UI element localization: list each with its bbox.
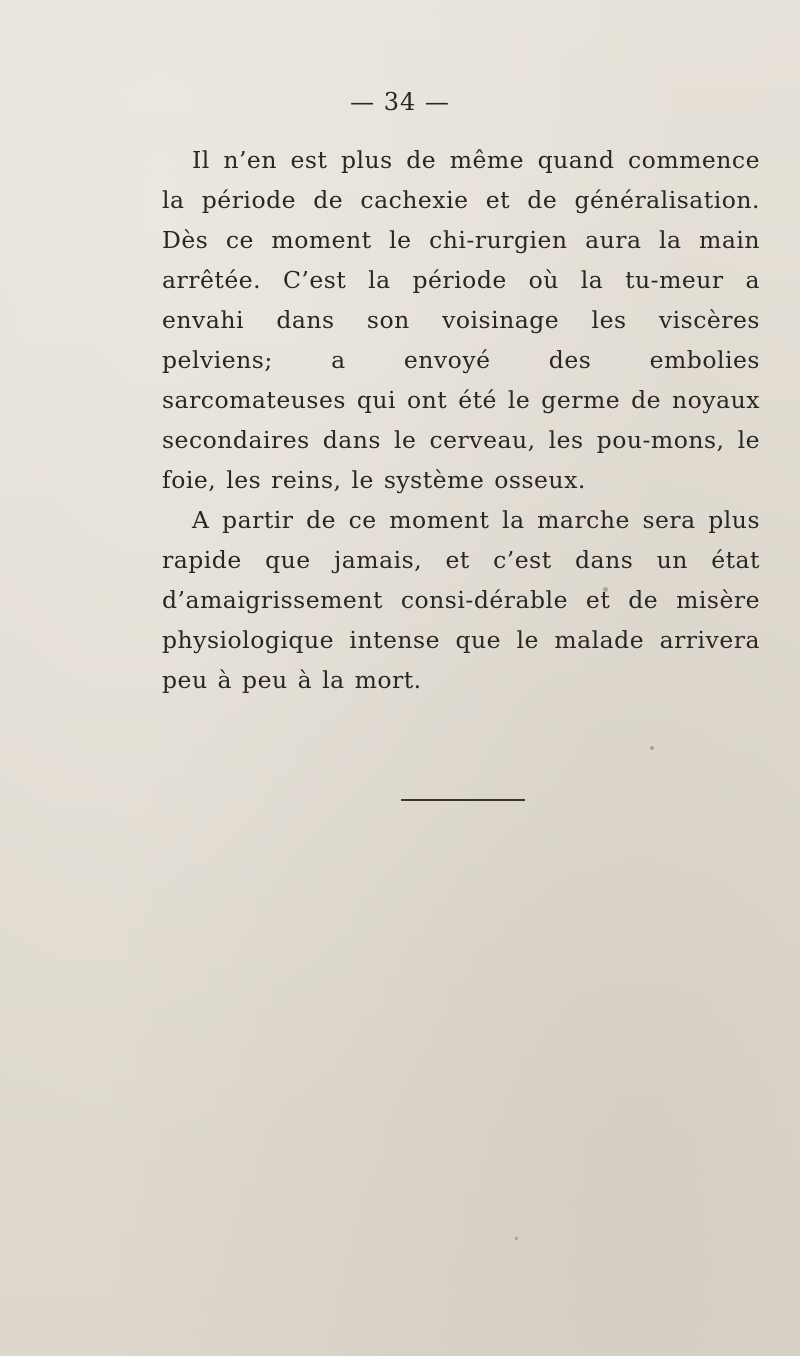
body-text bbox=[162, 140, 760, 700]
paper-speck bbox=[603, 587, 608, 592]
paragraph-1: Il n’en est plus de même quand commence la période de cachexie et de généralisation. Dès ce moment le chi-rurgien aura la main arrêtée. C’est la période où la tu-meur a envahi dans son voisinage les viscères pelviens; a envoyé des embolies sarcomateuses qui ont été le germe de noyaux secondaires dans le cerveau, les pou-mons, le foie, les reins, le système osseux. bbox=[162, 146, 760, 494]
paper-speck bbox=[515, 1237, 518, 1240]
paper-speck bbox=[650, 746, 654, 750]
paragraph-2: A partir de ce moment la marche sera plus rapide que jamais, et c’est dans un état d’amaigrissement consi-dérable et de misère physiologique intense que le malade arrivera peu à peu à la mort. bbox=[162, 506, 760, 694]
paper-speck bbox=[549, 514, 552, 517]
page-number: — 34 — bbox=[350, 88, 450, 116]
section-divider bbox=[401, 799, 525, 801]
